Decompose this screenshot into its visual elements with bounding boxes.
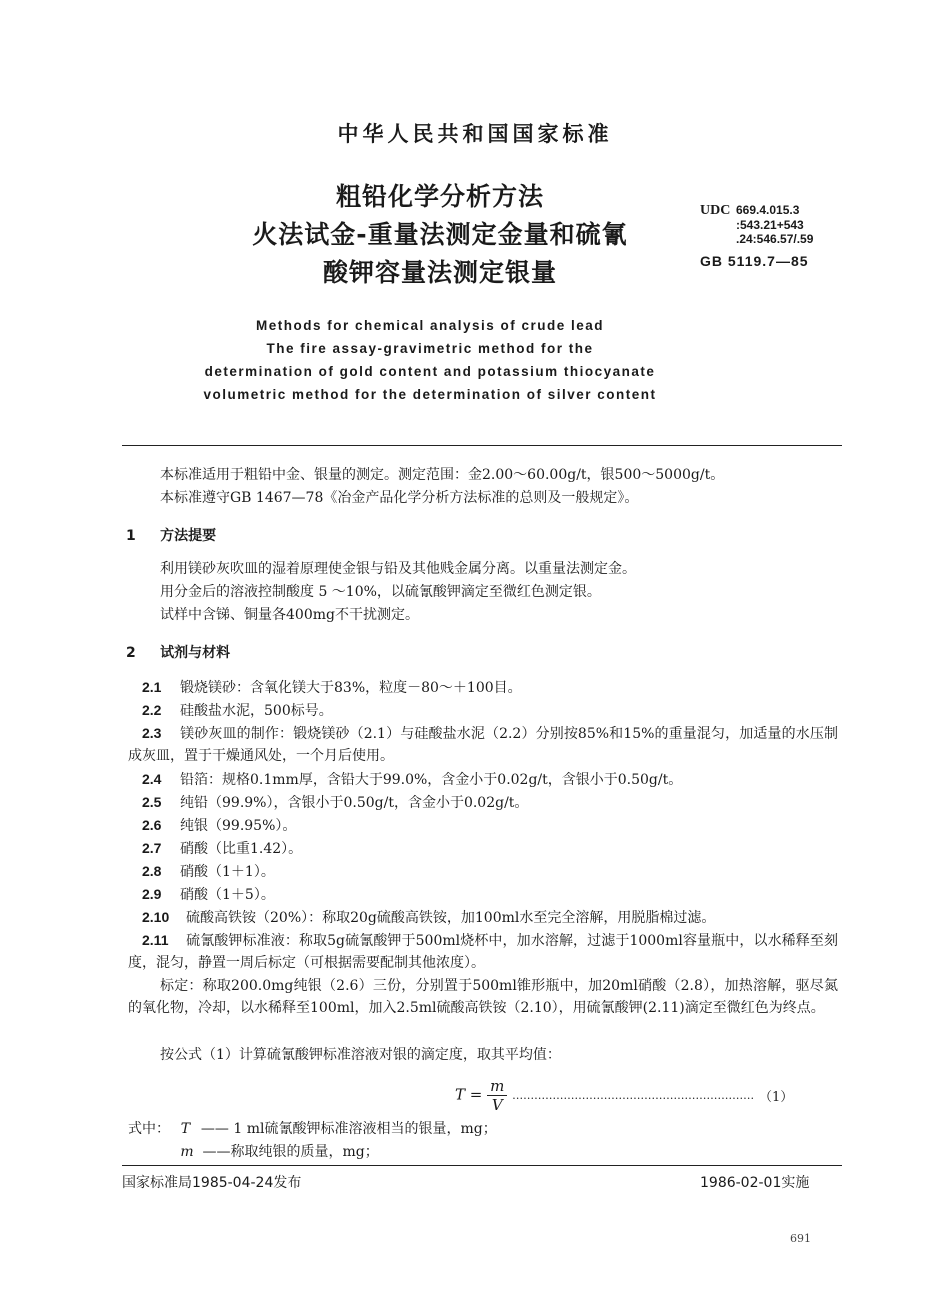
effective-date: 1986-02-01实施	[700, 1175, 810, 1191]
item-2-5: 2.5 纯铅（99.9%），含银小于0.50g/t，含金小于0.02g/t。	[142, 794, 529, 811]
where-symbol: T	[180, 1121, 191, 1137]
udc-line-3: .24:546.57/.59	[736, 232, 814, 246]
where-symbol: m	[180, 1144, 194, 1160]
section-1-para: 试样中含锑、铜量各400mg不干扰测定。	[160, 607, 419, 623]
standard-header: 中华人民共和国国家标准	[337, 122, 613, 146]
section-1-number: 1	[126, 528, 136, 544]
english-title-line: volumetric method for the determination of silver content	[203, 387, 657, 402]
item-2-2: 2.2 硅酸盐水泥，500标号。	[142, 702, 333, 719]
section-1-heading	[126, 525, 216, 545]
section-2-heading	[126, 642, 230, 662]
section-2-number: 2	[126, 645, 136, 661]
title-line-3: 酸钾容量法测定银量	[322, 258, 557, 287]
intro-reference: 本标准遵守GB 1467—78《冶金产品化学分析方法标准的总则及一般规定》。	[160, 490, 639, 506]
where-definition: —— 1 ml硫氰酸钾标准溶液相当的银量，mg；	[200, 1121, 497, 1137]
item-2-6: 2.6 纯银（99.95%）。	[142, 817, 297, 834]
page-number: 691	[790, 1232, 811, 1245]
formula-numerator: m	[487, 1077, 507, 1096]
udc-line-1: 669.4.015.3	[736, 203, 800, 217]
where-line-1	[128, 1118, 497, 1140]
where-prefix: 式中：	[128, 1121, 170, 1137]
english-title	[120, 314, 740, 406]
udc-label: UDC	[700, 203, 731, 218]
issue-date: 国家标准局1985-04-24发布	[122, 1175, 302, 1191]
formula-lhs: T	[455, 1085, 466, 1104]
udc-block	[700, 203, 813, 268]
item-2-11: 2.11 硫氰酸钾标准液：称取5g硫氰酸钾于500ml烧杯中，加水溶解，过滤于1000ml容量瓶中，以水稀释至刻度，混匀，静置一周后标定（可根据需要配制其他浓度）。	[128, 932, 838, 971]
section-1-para: 利用镁砂灰吹皿的湿着原理使金银与铅及其他贱金属分离。以重量法测定金。	[160, 561, 636, 577]
item-2-3: 2.3 镁砂灰皿的制作：锻烧镁砂（2.1）与硅酸盐水泥（2.2）分别按85%和15%的重量混匀，加适量的水压制成灰皿，置于干燥通风处，一个月后使用。	[128, 725, 838, 764]
where-definition: ——称取纯银的质量，mg；	[202, 1144, 379, 1160]
formula-intro: 按公式（1）计算硫氰酸钾标准溶液对银的滴定度，取其平均值：	[160, 1047, 561, 1063]
formula-fraction	[487, 1077, 507, 1114]
formula-denominator: V	[491, 1096, 503, 1114]
title-line-1: 粗铅化学分析方法	[335, 182, 544, 211]
bottom-rule	[122, 1165, 842, 1166]
item-2-4: 2.4 铅箔：规格0.1mm厚，含铅大于99.0%，含金小于0.02g/t，含银小于0.50g/t。	[142, 771, 683, 788]
top-rule	[122, 445, 842, 446]
formula-label: （1）	[758, 1090, 794, 1105]
where-line-2	[176, 1141, 379, 1163]
section-1-title: 方法提要	[160, 528, 217, 544]
title-line-2: 火法试金-重量法测定金量和硫氰	[252, 220, 628, 249]
section-2-title: 试剂与材料	[160, 645, 231, 661]
english-title-line: determination of gold content and potassium thiocyanate	[204, 364, 656, 379]
formula-eq: =	[469, 1085, 483, 1104]
formula-1	[455, 1077, 793, 1114]
section-1-para: 用分金后的溶液控制酸度 5 ～10%，以硫氰酸钾滴定至微红色测定银。	[160, 584, 601, 600]
gb-number: GB 5119.7—85	[700, 253, 809, 269]
formula-leader-dots: …………………………………………………………	[512, 1089, 755, 1102]
item-2-1: 2.1 锻烧镁砂：含氧化镁大于83%，粒度－80～＋100目。	[142, 679, 522, 696]
intro-scope: 本标准适用于粗铅中金、银量的测定。测定范围：金2.00～60.00g/t，银500～5000g/t。	[160, 467, 725, 483]
item-2-7: 2.7 硝酸（比重1.42）。	[142, 840, 303, 857]
document-title	[160, 178, 720, 292]
english-title-line: The fire assay-gravimetric method for the	[266, 341, 594, 356]
udc-line-2: :543.21+543	[736, 218, 804, 232]
english-title-line: Methods for chemical analysis of crude lead	[255, 318, 605, 333]
item-2-10: 2.10 硫酸高铁铵（20%）：称取20g硫酸高铁铵，加100ml水至完全溶解，用脱脂棉过滤。	[142, 909, 716, 926]
item-2-9: 2.9 硝酸（1＋5）。	[142, 886, 275, 903]
item-2-8: 2.8 硝酸（1＋1）。	[142, 863, 275, 880]
calibration-paragraph: 标定：称取200.0mg纯银（2.6）三份，分别置于500ml锥形瓶中，加20ml硝酸（2.8），加热溶解，驱尽氮的氧化物，冷却，以水稀释至100ml，加入2.5ml硫酸高铁铵（2.10），用硫氰酸钾(2.11)滴定至微红色为终点。	[128, 978, 838, 1016]
